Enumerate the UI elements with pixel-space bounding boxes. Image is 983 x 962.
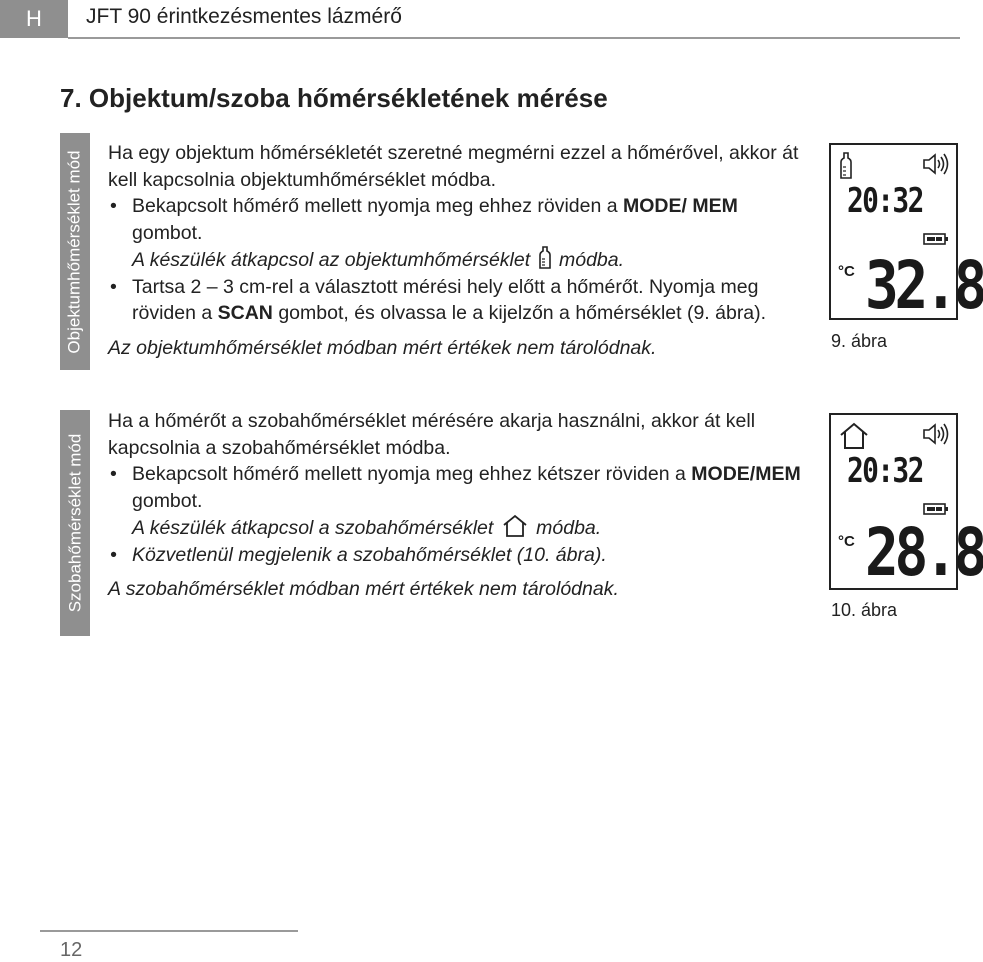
room-mode-step-1-result <box>108 514 813 542</box>
speaker-icon <box>922 152 950 176</box>
language-tab: H <box>0 0 68 38</box>
header-divider <box>68 37 960 39</box>
step-text: Bekapcsolt hőmérő mellett nyomja meg ehhez kétszer röviden a <box>132 463 686 485</box>
room-mode-step-2: • Közvetlenül megjelenik a szobahőmérséklet (10. ábra). <box>108 542 813 569</box>
bottle-icon <box>839 152 853 180</box>
footer-divider <box>40 930 298 932</box>
lcd-time: 20:32 <box>847 181 923 221</box>
side-tab-object-mode-label: Objektumhőmérséklet mód <box>65 149 85 354</box>
object-mode-step-1 <box>108 193 813 246</box>
result-text: módba. <box>536 517 602 539</box>
figure-caption-10: 10. ábra <box>831 600 898 620</box>
scan-key: SCAN <box>217 302 273 324</box>
side-tab-room-mode <box>60 410 90 636</box>
lcd-temperature: 32.8 <box>865 247 983 324</box>
room-mode-step-1 <box>108 461 813 514</box>
step-text: gombot. <box>132 489 203 512</box>
lcd-unit: °C <box>838 263 855 280</box>
figure-caption-9: 9. ábra <box>831 331 888 351</box>
step-text: gombot. <box>132 221 203 244</box>
result-text: módba. <box>558 249 625 271</box>
lcd-display-figure-9 <box>829 143 983 324</box>
battery-icon <box>923 233 949 245</box>
side-tab-room-mode-label: Szobahőmérséklet mód <box>65 433 84 613</box>
room-mode-intro: Ha a hőmérőt a szobahőmérséklet mérésére akarja használni, akkor át kell kapcsolnia a szobahőmérséklet módba. <box>108 410 756 459</box>
object-mode-step-2 <box>108 274 813 327</box>
lcd-display-figure-10 <box>829 413 983 591</box>
lcd-unit: °C <box>838 533 855 550</box>
object-mode-intro: Ha egy objektum hőmérsékletét szeretné megmérni ezzel a hőmérővel, akkor át kell kapcsolnia objektumhőmérséklet módba. <box>108 142 799 191</box>
step-text: Tartsa 2 – 3 cm-rel a választott mérési hely előtt a hőmérőt. Nyomja meg röviden a <box>132 275 759 324</box>
page-number: 12 <box>60 939 83 961</box>
object-mode-note: Az objektumhőmérséklet módban mért értékek nem tárolódnak. <box>108 336 657 359</box>
lcd-temperature: 28.8 <box>865 514 983 591</box>
mode-mem-key: MODE/ MEM <box>623 195 738 217</box>
room-mode-text <box>108 408 813 603</box>
lcd-time: 20:32 <box>847 451 923 491</box>
result-text: A készülék átkapcsol a szobahőmérséklet <box>132 517 494 539</box>
house-icon <box>501 514 529 538</box>
side-tab-object-mode <box>60 133 90 370</box>
house-icon <box>839 422 869 450</box>
object-mode-step-1-result <box>108 246 813 274</box>
object-mode-text <box>108 140 813 361</box>
result-text: A készülék átkapcsol az objektumhőmérséklet <box>132 249 531 271</box>
section-heading: 7. Objektum/szoba hőmérsékletének mérése <box>60 83 608 113</box>
mode-mem-key: MODE/MEM <box>691 463 801 485</box>
header-title: JFT 90 érintkezésmentes lázmérő <box>86 5 402 28</box>
step-text: gombot, és olvassa le a kijelzőn a hőmérséklet (9. ábra). <box>278 302 767 324</box>
bottle-icon <box>538 246 552 270</box>
step-text: Bekapcsolt hőmérő mellett nyomja meg ehhez röviden a <box>132 195 618 217</box>
speaker-icon <box>922 422 950 446</box>
room-mode-note: A szobahőmérséklet módban mért értékek nem tárolódnak. <box>108 578 619 600</box>
